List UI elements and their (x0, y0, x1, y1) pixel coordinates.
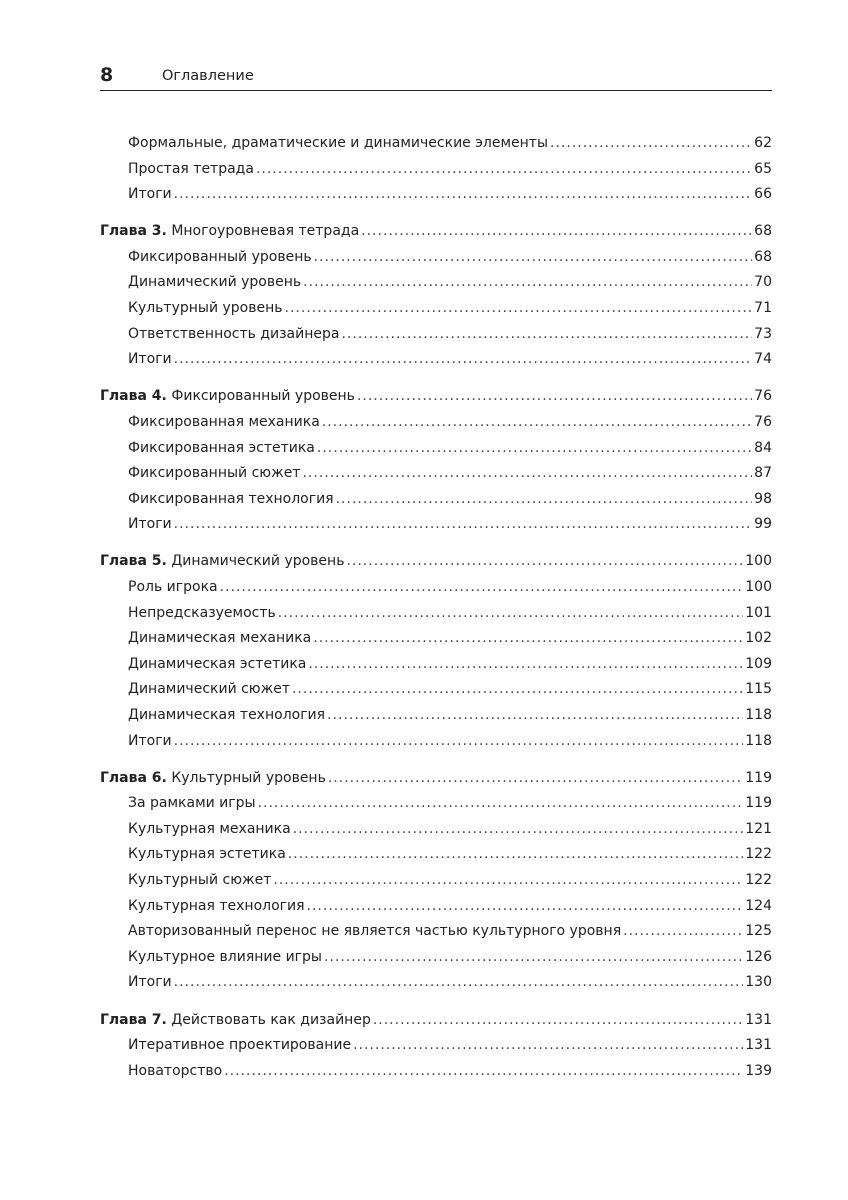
toc-page-number: 68 (754, 223, 772, 240)
toc-section-entry[interactable] (100, 677, 772, 703)
toc-section-entry[interactable] (100, 703, 772, 729)
toc-entry-title: Итоги (128, 974, 172, 991)
toc-section-entry[interactable] (100, 245, 772, 271)
dot-leader (324, 945, 743, 971)
toc-chapter-entry[interactable] (100, 219, 772, 245)
toc-section-entry[interactable] (100, 347, 772, 373)
toc-section-entry[interactable] (100, 791, 772, 817)
toc-chapter-entry[interactable] (100, 549, 772, 575)
toc-page-number: 139 (745, 1062, 772, 1079)
toc-page-number: 87 (754, 465, 772, 482)
toc-section-entry[interactable] (100, 410, 772, 436)
toc-section-entry[interactable] (100, 436, 772, 462)
toc-entry-title: Динамическая эстетика (128, 655, 307, 672)
toc-section-entry[interactable] (100, 945, 772, 971)
toc-page-number: 98 (754, 490, 772, 507)
toc-section-entry[interactable] (100, 868, 772, 894)
dot-leader (303, 270, 752, 296)
dot-leader (313, 626, 743, 652)
toc-page-number: 122 (745, 872, 772, 889)
toc-page-number: 101 (745, 604, 772, 621)
toc-page-number: 71 (754, 300, 772, 317)
toc-section-entry[interactable] (100, 157, 772, 183)
running-title: Оглавление (162, 68, 254, 84)
dot-leader (285, 296, 753, 322)
dot-leader (346, 549, 743, 575)
toc-chapter-entry[interactable] (100, 766, 772, 792)
toc-page-number: 109 (745, 655, 772, 672)
toc-entry-title: Итеративное проектирование (128, 1037, 352, 1054)
toc-entry-title: Культурная технология (128, 897, 305, 914)
toc-entry-title: Ответственность дизайнера (128, 325, 340, 342)
toc-page-number: 84 (754, 439, 772, 456)
chapter-label: Глава 5. (100, 553, 167, 570)
toc-page-number: 99 (754, 516, 772, 533)
toc-section-entry[interactable] (100, 182, 772, 208)
chapter-title: Культурный уровень (171, 769, 326, 786)
toc-section-entry[interactable] (100, 817, 772, 843)
toc-page-number: 65 (754, 160, 772, 177)
toc-entry-title: Итоги (128, 732, 172, 749)
toc-entry-title: Авторизованный перенос не является частью культурного уровня (128, 923, 622, 940)
dot-leader (550, 131, 752, 157)
dot-leader (288, 842, 743, 868)
dot-leader (293, 817, 744, 843)
toc-page-number: 70 (754, 274, 772, 291)
toc-section-entry[interactable] (100, 601, 772, 627)
dot-leader (220, 575, 744, 601)
toc-entry-title: Фиксированная эстетика (128, 439, 315, 456)
toc-section-entry[interactable] (100, 296, 772, 322)
toc-entry-title: Фиксированная технология (128, 490, 334, 507)
chapter-title: Действовать как дизайнер (171, 1011, 371, 1028)
toc-page-number: 126 (745, 948, 772, 965)
toc-chapter-entry[interactable] (100, 384, 772, 410)
dot-leader (361, 219, 752, 245)
toc-section-entry[interactable] (100, 322, 772, 348)
toc-entry-title: Итоги (128, 516, 172, 533)
toc-section-entry[interactable] (100, 970, 772, 996)
toc-page-number: 122 (745, 846, 772, 863)
toc-section-entry[interactable] (100, 487, 772, 513)
page-header (100, 64, 772, 91)
dot-leader (357, 384, 752, 410)
dot-leader (317, 436, 752, 462)
table-of-contents (100, 131, 772, 1084)
toc-page-number: 131 (745, 1011, 772, 1028)
toc-page-number: 76 (754, 388, 772, 405)
toc-page-number: 118 (745, 706, 772, 723)
toc-entry-title (100, 384, 355, 410)
toc-section-entry[interactable] (100, 652, 772, 678)
toc-entry-title (100, 1008, 371, 1034)
toc-entry-title: Культурный уровень (128, 300, 283, 317)
dot-leader (174, 729, 744, 755)
chapter-label: Глава 3. (100, 223, 167, 240)
toc-entry-title: Непредсказуемость (128, 604, 276, 621)
toc-section-entry[interactable] (100, 626, 772, 652)
toc-entry-title (100, 766, 326, 792)
toc-page-number: 68 (754, 248, 772, 265)
toc-section-entry[interactable] (100, 270, 772, 296)
dot-leader (623, 919, 743, 945)
toc-page-number: 118 (745, 732, 772, 749)
page-number: 8 (100, 64, 114, 86)
toc-section-entry[interactable] (100, 131, 772, 157)
chapter-label: Глава 6. (100, 769, 167, 786)
toc-page-number: 115 (745, 681, 772, 698)
toc-entry-title: Динамическая механика (128, 630, 312, 647)
toc-page-number: 73 (754, 325, 772, 342)
toc-page-number: 74 (754, 351, 772, 368)
chapter-title: Многоуровневая тетрада (171, 223, 360, 240)
toc-page-number: 100 (745, 579, 772, 595)
dot-leader (258, 791, 744, 817)
toc-entry-title: За рамками игры (128, 795, 256, 812)
toc-entry-title: Итоги (128, 186, 172, 203)
toc-entry-title: Культурная механика (128, 820, 291, 837)
toc-page-number: 119 (745, 795, 772, 812)
dot-leader (174, 182, 753, 208)
toc-entry-title: Культурное влияние игры (128, 948, 322, 965)
toc-page-number: 102 (745, 630, 772, 647)
toc-page-number: 119 (745, 769, 772, 786)
dot-leader (302, 461, 752, 487)
toc-page-number: 131 (745, 1037, 772, 1054)
dot-leader (256, 157, 752, 183)
toc-entry-title: Динамическая технология (128, 706, 326, 723)
dot-leader (353, 1033, 743, 1059)
toc-entry-title: Формальные, драматические и динамические элементы (128, 135, 549, 151)
toc-entry-title: Простая тетрада (128, 160, 254, 177)
toc-page-number: 100 (745, 553, 772, 570)
toc-entry-title: Динамический сюжет (128, 681, 290, 698)
toc-section-entry[interactable] (100, 575, 772, 601)
toc-section-entry[interactable] (100, 894, 772, 920)
toc-page-number: 130 (745, 974, 772, 991)
chapter-title: Динамический уровень (171, 553, 345, 570)
dot-leader (314, 245, 753, 271)
toc-page-number: 66 (754, 186, 772, 203)
dot-leader (174, 512, 753, 538)
dot-leader (292, 677, 743, 703)
toc-page-number: 121 (745, 820, 772, 837)
chapter-label: Глава 7. (100, 1011, 167, 1028)
dot-leader (373, 1008, 743, 1034)
dot-leader (322, 410, 752, 436)
toc-entry-title: Новаторство (128, 1062, 223, 1079)
chapter-label: Глава 4. (100, 388, 167, 405)
dot-leader (328, 766, 743, 792)
toc-entry-title: Роль игрока (128, 579, 218, 595)
dot-leader (174, 970, 744, 996)
toc-entry-title: Фиксированная механика (128, 413, 320, 430)
toc-entry-title (100, 549, 344, 575)
toc-entry-title: Фиксированный сюжет (128, 465, 301, 482)
toc-section-entry[interactable] (100, 842, 772, 868)
toc-page-number: 125 (745, 923, 772, 940)
dot-leader (273, 868, 743, 894)
dot-leader (174, 347, 753, 373)
toc-entry-title: Фиксированный уровень (128, 248, 312, 265)
toc-section-entry[interactable] (100, 1059, 772, 1085)
toc-section-entry[interactable] (100, 512, 772, 538)
dot-leader (336, 487, 753, 513)
dot-leader (327, 703, 743, 729)
dot-leader (341, 322, 752, 348)
dot-leader (224, 1059, 743, 1085)
toc-entry-title: Динамический уровень (128, 274, 302, 291)
dot-leader (278, 601, 743, 627)
toc-chapter-entry[interactable] (100, 1008, 772, 1034)
toc-entry-title: Культурная эстетика (128, 846, 286, 863)
chapter-title: Фиксированный уровень (171, 388, 355, 405)
toc-section-entry[interactable] (100, 919, 772, 945)
toc-section-entry[interactable] (100, 461, 772, 487)
toc-page-number: 62 (754, 135, 772, 151)
toc-entry-title: Итоги (128, 351, 172, 368)
dot-leader (308, 652, 743, 678)
toc-section-entry[interactable] (100, 1033, 772, 1059)
toc-entry-title: Культурный сюжет (128, 872, 272, 889)
toc-page-number: 76 (754, 413, 772, 430)
toc-page-number: 124 (745, 897, 772, 914)
toc-section-entry[interactable] (100, 729, 772, 755)
dot-leader (307, 894, 744, 920)
toc-entry-title (100, 219, 359, 245)
